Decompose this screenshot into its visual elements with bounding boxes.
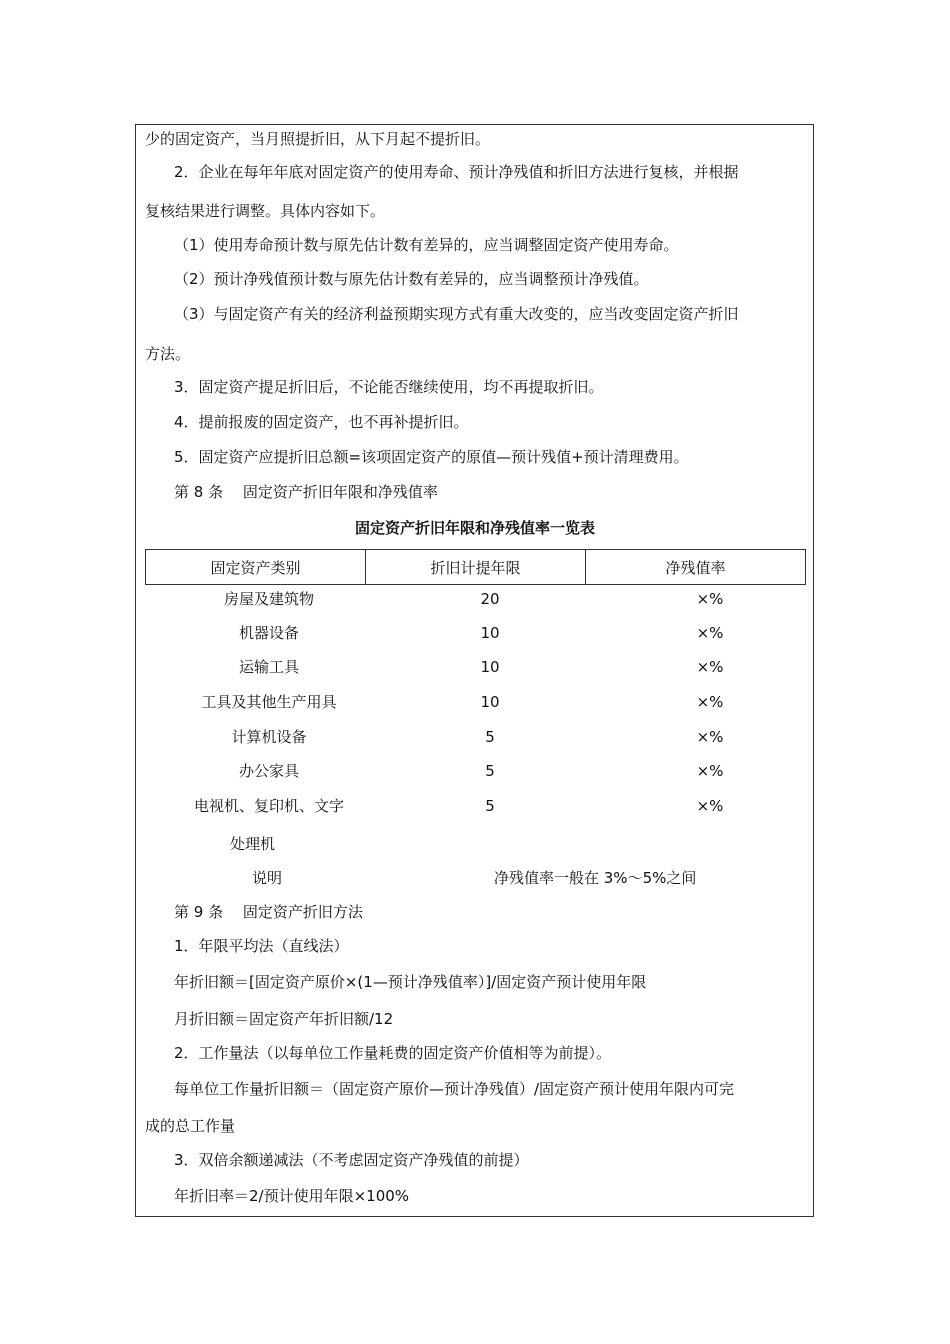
paragraph-line: （2）预计净残值预计数与原先估计数有差异的，应当调整预计净残值。 bbox=[174, 270, 649, 288]
article-heading: 第 9 条 固定资产折旧方法 bbox=[174, 903, 363, 921]
table-row-years: 20 bbox=[480, 590, 500, 608]
header-residual-rate: 净残值率 bbox=[586, 550, 806, 585]
paragraph-line: 2．工作量法（以每单位工作量耗费的固定资产价值相等为前提）。 bbox=[174, 1044, 612, 1062]
paragraph-line: 2．企业在每年年底对固定资产的使用寿命、预计净残值和折旧方法进行复核，并根据 bbox=[174, 163, 739, 181]
paragraph-line: （3）与固定资产有关的经济利益预期实现方式有重大改变的，应当改变固定资产折旧 bbox=[174, 305, 739, 323]
formula-line: 月折旧额＝固定资产年折旧额/12 bbox=[174, 1010, 394, 1028]
formula-line: 每单位工作量折旧额＝（固定资产原价—预计净残值）/固定资产预计使用年限内可完 bbox=[174, 1080, 735, 1098]
table-row-category: 房屋及建筑物 bbox=[223, 590, 314, 608]
table-row-category: 计算机设备 bbox=[231, 728, 307, 746]
table-row-rate: ×% bbox=[696, 797, 724, 815]
table-row-years: 10 bbox=[480, 658, 500, 676]
table-row-category: 运输工具 bbox=[238, 658, 299, 676]
paragraph-line: 3．固定资产提足折旧后，不论能否继续使用，均不再提取折旧。 bbox=[174, 378, 604, 396]
paragraph-line: 4．提前报废的固定资产，也不再补提折旧。 bbox=[174, 413, 469, 431]
formula-line: 成的总工作量 bbox=[145, 1117, 236, 1135]
table-row-years: 5 bbox=[485, 728, 495, 746]
table-row-rate: ×% bbox=[696, 728, 724, 746]
table-row-years: 5 bbox=[485, 797, 495, 815]
paragraph-line: 方法。 bbox=[145, 345, 191, 363]
table-row-category: 工具及其他生产用具 bbox=[201, 693, 337, 711]
paragraph-line: 复核结果进行调整。具体内容如下。 bbox=[145, 202, 386, 220]
paragraph-line: （1）使用寿命预计数与原先估计数有差异的，应当调整固定资产使用寿命。 bbox=[174, 236, 679, 254]
table-row-years: 10 bbox=[480, 693, 500, 711]
table-row-category: 机器设备 bbox=[238, 624, 299, 642]
table-row-category-continuation: 处理机 bbox=[230, 835, 276, 853]
paragraph-line: 少的固定资产，当月照提折旧，从下月起不提折旧。 bbox=[145, 130, 491, 148]
table-row-rate: ×% bbox=[696, 590, 724, 608]
paragraph-line: 1．年限平均法（直线法） bbox=[174, 937, 349, 955]
paragraph-line: 5．固定资产应提折旧总额=该项固定资产的原值—预计残值+预计清理费用。 bbox=[174, 448, 689, 466]
table-row-category: 办公家具 bbox=[238, 762, 299, 780]
table-row-years: 10 bbox=[480, 624, 500, 642]
table-row-category: 电视机、复印机、文字 bbox=[193, 797, 344, 815]
table-row-rate: ×% bbox=[696, 658, 724, 676]
formula-line: 年折旧率＝2/预计使用年限×100% bbox=[174, 1187, 410, 1205]
table-row-years: 5 bbox=[485, 762, 495, 780]
paragraph-line: 3．双倍余额递减法（不考虑固定资产净残值的前提） bbox=[174, 1151, 529, 1169]
table-note-label: 说明 bbox=[252, 869, 283, 887]
header-years: 折旧计提年限 bbox=[366, 550, 586, 585]
article-heading: 第 8 条 固定资产折旧年限和净残值率 bbox=[174, 483, 438, 501]
formula-line: 年折旧额＝[固定资产原价×(1—预计净残值率）]/固定资产预计使用年限 bbox=[174, 973, 647, 991]
table-row-rate: ×% bbox=[696, 624, 724, 642]
table-header bbox=[145, 549, 806, 585]
table-row-rate: ×% bbox=[696, 693, 724, 711]
table-row-rate: ×% bbox=[696, 762, 724, 780]
table-title: 固定资产折旧年限和净残值率一览表 bbox=[354, 519, 595, 537]
header-category: 固定资产类别 bbox=[146, 550, 366, 585]
table-note-text: 净残值率一般在 3%～5%之间 bbox=[494, 869, 697, 887]
